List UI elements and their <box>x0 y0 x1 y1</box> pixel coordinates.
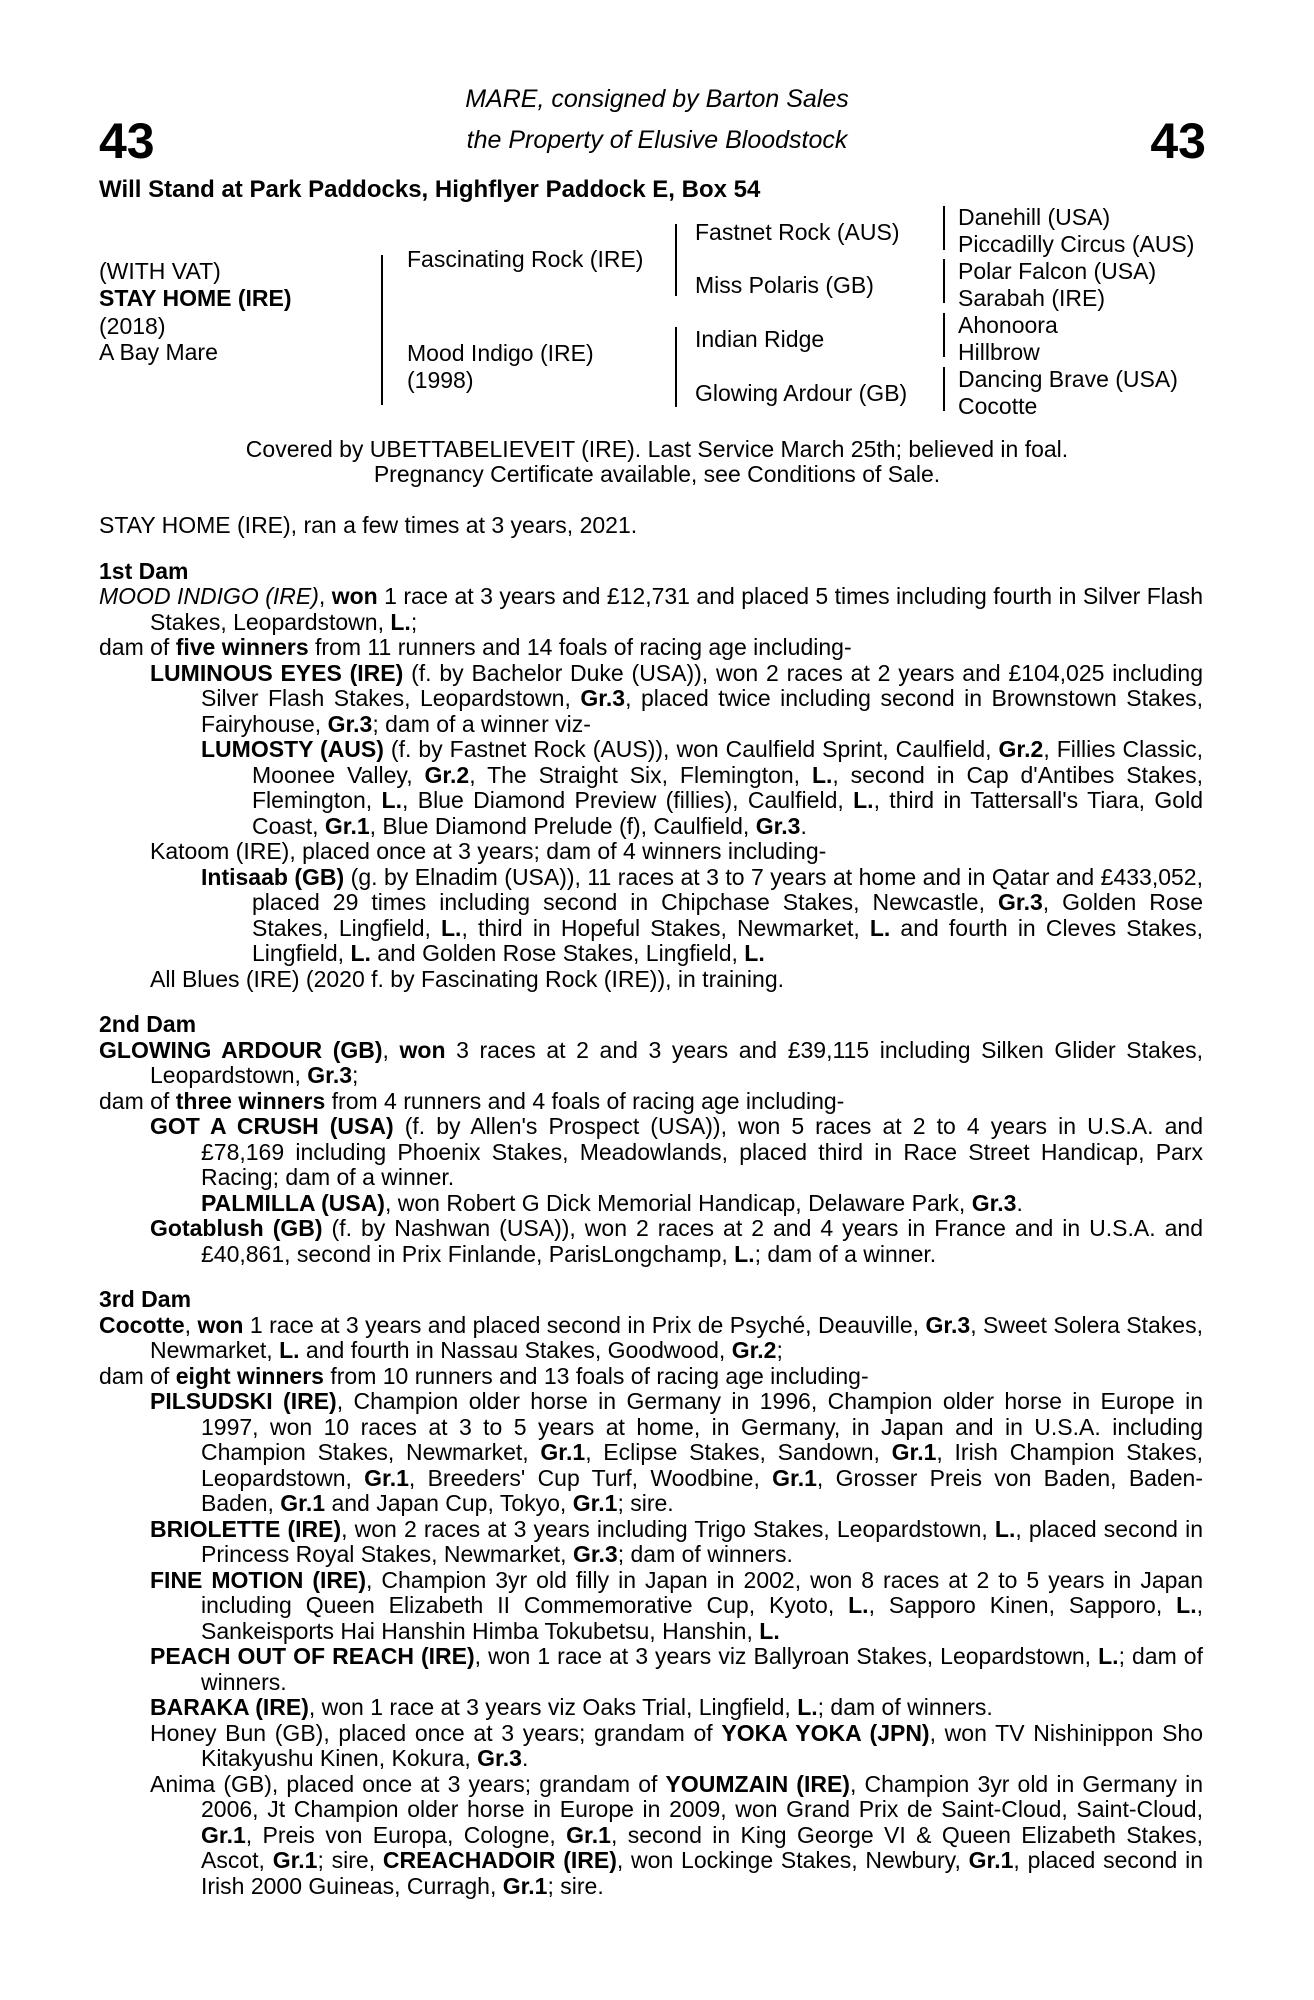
stand-location: Will Stand at Park Paddocks, Highflyer Paddock E, Box 54 <box>99 176 761 203</box>
sire-name: Fascinating Rock (IRE) <box>407 246 644 272</box>
sire-sire: Fastnet Rock (AUS) <box>695 219 900 245</box>
brace-gs3 <box>943 313 945 357</box>
second-dam-produce: dam of three winners from 4 runners and 4 foals of racing age including- <box>99 1087 845 1114</box>
first-dam-title: 1st Dam <box>99 557 189 584</box>
pedigree-brace-dam <box>675 327 677 407</box>
brace-gs1 <box>943 206 945 250</box>
got-a-crush-entry: GOT A CRUSH (USA) (f. by Allen's Prospect (USA)), won 5 races at 2 to 4 years in U.S.A. and £78,169 including Phoenix Stakes, Meadowlands, placed third in Race Street Handicap, Parx Racing; dam of a winner. <box>150 1113 1203 1190</box>
third-dam-title: 3rd Dam <box>99 1286 192 1312</box>
dam-sire: Indian Ridge <box>695 326 825 352</box>
first-dam-entry: MOOD INDIGO (IRE), won 1 race at 3 years and £12,731 and placed 5 times including fourth in Silver Flash Stakes, Leopardstown, L.; <box>99 583 1203 635</box>
first-dam-produce: dam of five winners from 11 runners and 14 foals of racing age including- <box>99 634 852 660</box>
second-dam-title: 2nd Dam <box>99 1011 197 1037</box>
third-dam-produce: dam of eight winners from 10 runners and 13 foals of racing age including- <box>99 1362 869 1389</box>
horse-name: STAY HOME (IRE) <box>99 285 292 311</box>
catalogue-body <box>99 513 1203 1899</box>
palmilla-entry: PALMILLA (USA), won Robert G Dick Memorial Handicap, Delaware Park, Gr.3. <box>201 1189 1023 1216</box>
peach-out-of-reach-entry: PEACH OUT OF REACH (IRE), won 1 race at 3 years viz Ballyroan Stakes, Leopardstown, L.; dam of winners. <box>150 1643 1203 1695</box>
sire-dam: Miss Polaris (GB) <box>695 272 874 298</box>
fine-motion-entry: FINE MOTION (IRE), Champion 3yr old filly in Japan in 2002, won 8 races at 2 to 5 years in Japan including Queen Elizabeth II Commemorative Cup, Kyoto, L., Sapporo Kinen, Sapporo, L., Sankeisports Hai Hanshin Himba Tokubetsu, Hanshin, L. <box>150 1566 1203 1644</box>
horse-year: (2018) <box>99 313 166 339</box>
intro-line: STAY HOME (IRE), ran a few times at 3 years, 2021. <box>99 512 638 538</box>
dam-dam: Glowing Ardour (GB) <box>695 380 908 406</box>
consignor-line: MARE, consigned by Barton Sales <box>465 85 849 113</box>
ggs-7: Dancing Brave (USA) <box>958 366 1178 392</box>
briolette-entry: BRIOLETTE (IRE), won 2 races at 3 years including Trigo Stakes, Leopardstown, L., placed second in Princess Royal Stakes, Newmarket, Gr.3; dam of winners. <box>150 1515 1203 1567</box>
ggs-2: Piccadilly Circus (AUS) <box>958 231 1195 257</box>
ggs-6: Hillbrow <box>958 339 1040 365</box>
ggs-8: Cocotte <box>958 393 1038 419</box>
horse-description: A Bay Mare <box>99 339 218 365</box>
brace-gs4 <box>943 367 945 411</box>
covered-line-1: Covered by UBETTABELIEVEIT (IRE). Last Service March 25th; believed in foal. <box>245 436 1069 462</box>
honey-bun-entry: Honey Bun (GB), placed once at 3 years; grandam of YOKA YOKA (JPN), won TV Nishinippon Sho Kitakyushu Kinen, Kokura, Gr.3. <box>150 1719 1204 1771</box>
anima-entry: Anima (GB), placed once at 3 years; grandam of YOUMZAIN (IRE), Champion 3yr old in Germany in 2006, Jt Champion older horse in Europe in 2009, won Grand Prix de Saint-Cloud, Saint-Cloud, Gr.1, Preis von Europa, Cologne, Gr.1, second in King George VI & Queen Elizabeth Stakes, Ascot, Gr.1; sire, CREACHADOIR (IRE), won Lockinge Stakes, Newbury, Gr.1, placed second in Irish 2000 Guineas, Curragh, Gr.1; sire. <box>150 1770 1204 1899</box>
ggs-5: Ahonoora <box>958 312 1058 338</box>
ggs-1: Danehill (USA) <box>958 204 1111 230</box>
katoom-entry: Katoom (IRE), placed once at 3 years; dam of 4 winners including- <box>150 838 827 864</box>
covered-line-2: Pregnancy Certificate available, see Conditions of Sale. <box>373 461 941 487</box>
property-line: the Property of Elusive Bloodstock <box>466 126 848 154</box>
third-dam-entry: Cocotte, won 1 race at 3 years and placed second in Prix de Psyché, Deauville, Gr.3, Sweet Solera Stakes, Newmarket, L. and fourth in Nassau Stakes, Goodwood, Gr.2; <box>99 1311 1203 1363</box>
lot-number-left: 43 <box>99 113 155 169</box>
all-blues-entry: All Blues (IRE) (2020 f. by Fascinating Rock (IRE)), in training. <box>150 965 785 992</box>
pilsudski-entry: PILSUDSKI (IRE), Champion older horse in Germany in 1996, Champion older horse in Europe in 1997, won 10 races at 3 to 5 years at home, in Germany, in Japan and in U.S.A. including Champion Stakes, Newmarket, Gr.1, Eclipse Stakes, Sandown, Gr.1, Irish Champion Stakes, Leopardstown, Gr.1, Breeders' Cup Turf, Woodbine, Gr.1, Grosser Preis von Baden, Baden-Baden, Gr.1 and Japan Cup, Tokyo, Gr.1; sire. <box>150 1388 1204 1516</box>
pedigree-brace-main <box>381 255 383 405</box>
baraka-entry: BARAKA (IRE), won 1 race at 3 years viz Oaks Trial, Lingfield, L.; dam of winners. <box>150 1694 993 1720</box>
lot-number-right: 43 <box>1150 113 1206 169</box>
gotablush-entry: Gotablush (GB) (f. by Nashwan (USA)), won 2 races at 2 and 4 years in France and in U.S.A. and £40,861, second in Prix Finlande, ParisLongchamp, L.; dam of a winner. <box>150 1215 1203 1267</box>
brace-gs2 <box>943 259 945 303</box>
second-dam-entry: GLOWING ARDOUR (GB), won 3 races at 2 and 3 years and £39,115 including Silken Glider Stakes, Leopardstown, Gr.3; <box>99 1036 1204 1088</box>
dam-name: Mood Indigo (IRE) <box>407 340 594 366</box>
pedigree-brace-sire <box>675 224 677 296</box>
luminous-eyes-entry: LUMINOUS EYES (IRE) (f. by Bachelor Duke (USA)), won 2 races at 2 years and £104,025 including Silver Flash Stakes, Leopardstown, Gr.3, placed twice including second in Brownstown Stakes, Fairyhouse, Gr.3; dam of a winner viz- <box>150 659 1203 737</box>
ggs-4: Sarabah (IRE) <box>958 285 1106 311</box>
vat-note: (WITH VAT) <box>99 258 221 284</box>
lumosty-entry: LUMOSTY (AUS) (f. by Fastnet Rock (AUS)), won Caulfield Sprint, Caulfield, Gr.2, Fillies Classic, Moonee Valley, Gr.2, The Straight Six, Flemington, L., second in Cap d'Antibes Stakes, Flemington, L., Blue Diamond Preview (fillies), Caulfield, L., third in Tattersall's Tiara, Gold Coast, Gr.1, Blue Diamond Prelude (f), Caulfield, Gr.3. <box>201 736 1204 839</box>
intisaab-entry: Intisaab (GB) (g. by Elnadim (USA)), 11 races at 3 to 7 years at home and in Qatar and £433,052, placed 29 times including second in Chipchase Stakes, Newcastle, Gr.3, Golden Rose Stakes, Lingfield, L., third in Hopeful Stakes, Newmarket, L. and fourth in Cleves Stakes, Lingfield, L. and Golden Rose Stakes, Lingfield, L. <box>201 863 1204 966</box>
dam-year: (1998) <box>407 367 474 393</box>
ggs-3: Polar Falcon (USA) <box>958 258 1157 284</box>
